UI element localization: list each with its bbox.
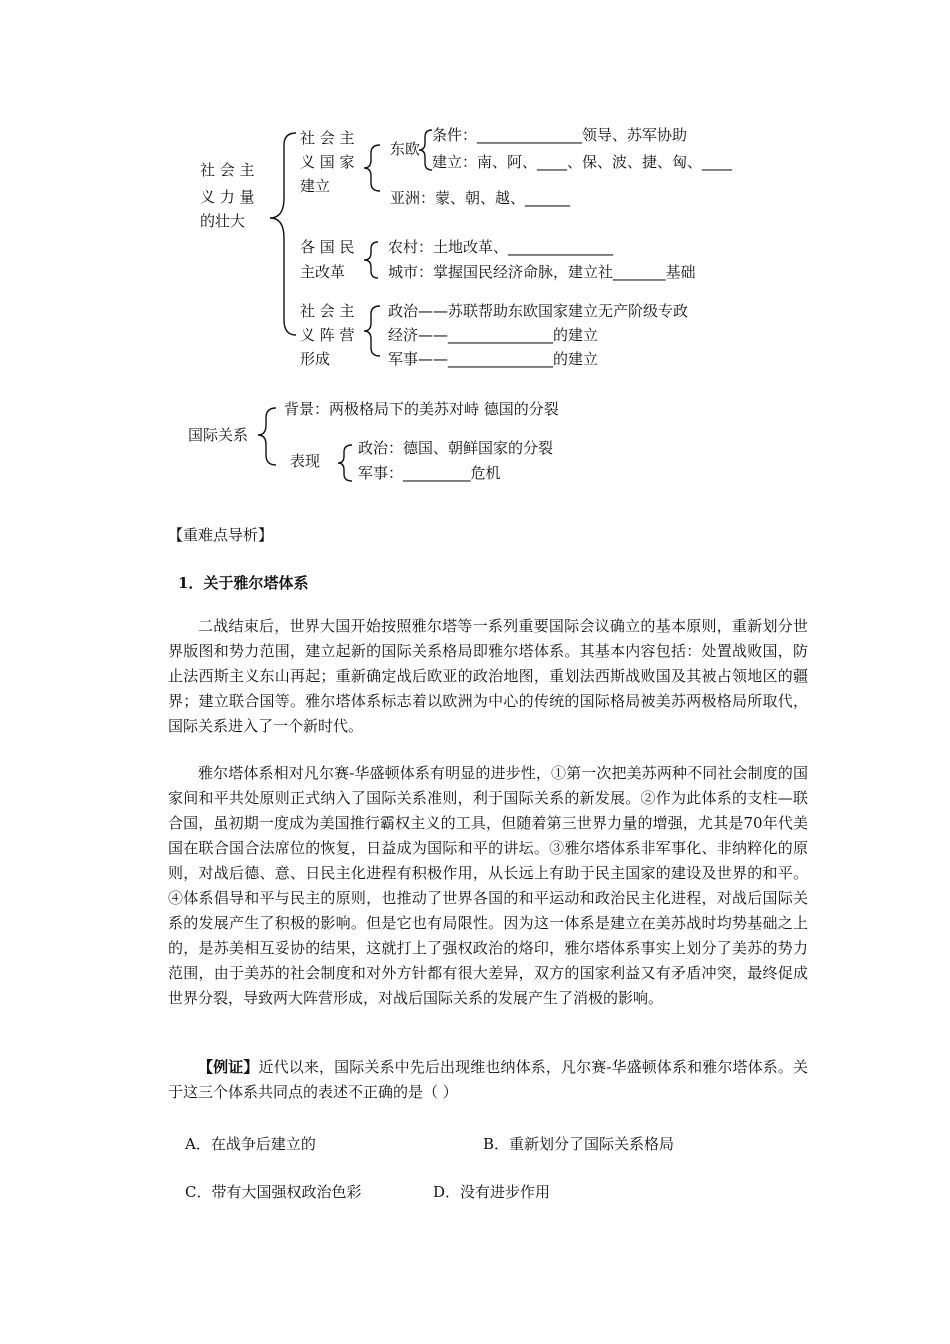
example-label: 【例证】 [198, 1058, 259, 1076]
city-line: 城市：掌握国民经济命脉，建立社_______基础 [388, 263, 696, 281]
brace-reform [364, 242, 378, 278]
establish-countries-line: 建立：南、阿、____、保、波、捷、匈、____ [432, 153, 733, 171]
brace-camp [364, 306, 380, 356]
subsection-title: 1．关于雅尔塔体系 [178, 574, 309, 592]
politics-line: 政治——苏联帮助东欧国家建立无产阶级专政 [388, 302, 689, 320]
rural-line: 农村：土地改革、______________ [388, 238, 614, 256]
camp-line-1: 社 会 主 [300, 302, 355, 320]
establish-line-2: 义 国 家 [300, 153, 355, 171]
intl-root: 国际关系 [188, 426, 249, 444]
military-line: 军事——______________的建立 [388, 350, 599, 368]
asia-line: 亚洲：蒙、朝、越、______ [390, 189, 571, 207]
brace-establish [364, 145, 380, 191]
option-d: D．没有进步作用 [433, 1183, 551, 1201]
option-c: C．带有大国强权政治色彩 [185, 1183, 362, 1201]
brace-east-europe [419, 130, 432, 170]
camp-line-2: 义 阵 营 [300, 326, 355, 344]
root-line-1: 社 会 主 [200, 161, 255, 179]
brace-root [270, 133, 296, 335]
intl-military-line: 军事：_________危机 [358, 464, 501, 482]
intl-politics-line: 政治：德国、朝鲜国家的分裂 [358, 439, 554, 457]
economy-line: 经济——______________的建立 [388, 326, 599, 344]
establish-line-3: 建立 [300, 177, 331, 195]
condition-line: 条件：______________领导、苏军协助 [432, 126, 688, 144]
establish-line-1: 社 会 主 [300, 129, 355, 147]
background-line: 背景：两极格局下的美苏对峙 德国的分裂 [284, 400, 559, 418]
paragraph-2: 雅尔塔体系相对凡尔赛-华盛顿体系有明显的进步性，①第一次把美苏两种不同社会制度的国家间和平共处原则正式纳入了国际关系准则，利于国际关系的新发展。②作为此体系的支柱—联合国，虽初期一度成为美国推行霸权主义的工具，但随着第三世界力量的增强，尤其是70年代美国在联合国合法席位的恢复，日益成为国际和平的讲坛。③雅尔塔体系非军事化、非纳粹化的原则，对战后德、意、日民主化进程有积极作用，从长远上有助于民主国家的建设及世界的和平。④体系倡导和平与民主的原则，也推动了世界各国的和平运动和政治民主化进程，对战后国际关系的发展产生了积极的影响。但是它也有局限性。因为这一体系是建立在美苏战时均势基础之上的，是苏美相互妥协的结果，这就打上了强权政治的烙印，雅尔塔体系事实上划分了美苏的势力范围，由于美苏的社会制度和对外方针都有很大差异，双方的国家利益又有矛盾冲突，最终促成世界分裂，导致两大阵营形成，对战后国际关系的发展产生了消极的影响。 [168, 764, 808, 1007]
manifest-label: 表现 [290, 452, 321, 470]
section-title: 【重难点导析】 [168, 526, 274, 544]
paragraph-1: 二战结束后，世界大国开始按照雅尔塔等一系列重要国际会议确立的基本原则，重新划分世界版图和势力范围，建立起新的国际关系格局即雅尔塔体系。其基本内容包括：处置战败国，防止法西斯主义东山再起；重新确定战后欧亚的政治地图，重划法西斯战败国及其被占领地区的疆界；建立联合国等。雅尔塔体系标志着以欧洲为中心的传统的国际格局被美苏两极格局所取代，国际关系进入了一个新时代。 [168, 617, 808, 735]
camp-line-3: 形成 [300, 350, 331, 368]
example-text: 近代以来，国际关系中先后出现维也纳体系，凡尔赛-华盛顿体系和雅尔塔体系。关于这三个体系共同点的表述不正确的是（ ） [168, 1058, 808, 1101]
reform-line-1: 各 国 民 [300, 238, 355, 256]
option-a: A．在战争后建立的 [185, 1135, 316, 1153]
brace-manifest [338, 445, 352, 481]
east-europe-label: 东欧 [390, 140, 421, 158]
example-paragraph [168, 1055, 808, 1105]
root-line-3: 的壮大 [200, 212, 246, 230]
root-line-2: 义 力 量 [200, 188, 255, 206]
option-b: B．重新划分了国际关系格局 [483, 1135, 675, 1153]
brace-intl [258, 408, 276, 465]
reform-line-2: 主改革 [300, 263, 346, 281]
